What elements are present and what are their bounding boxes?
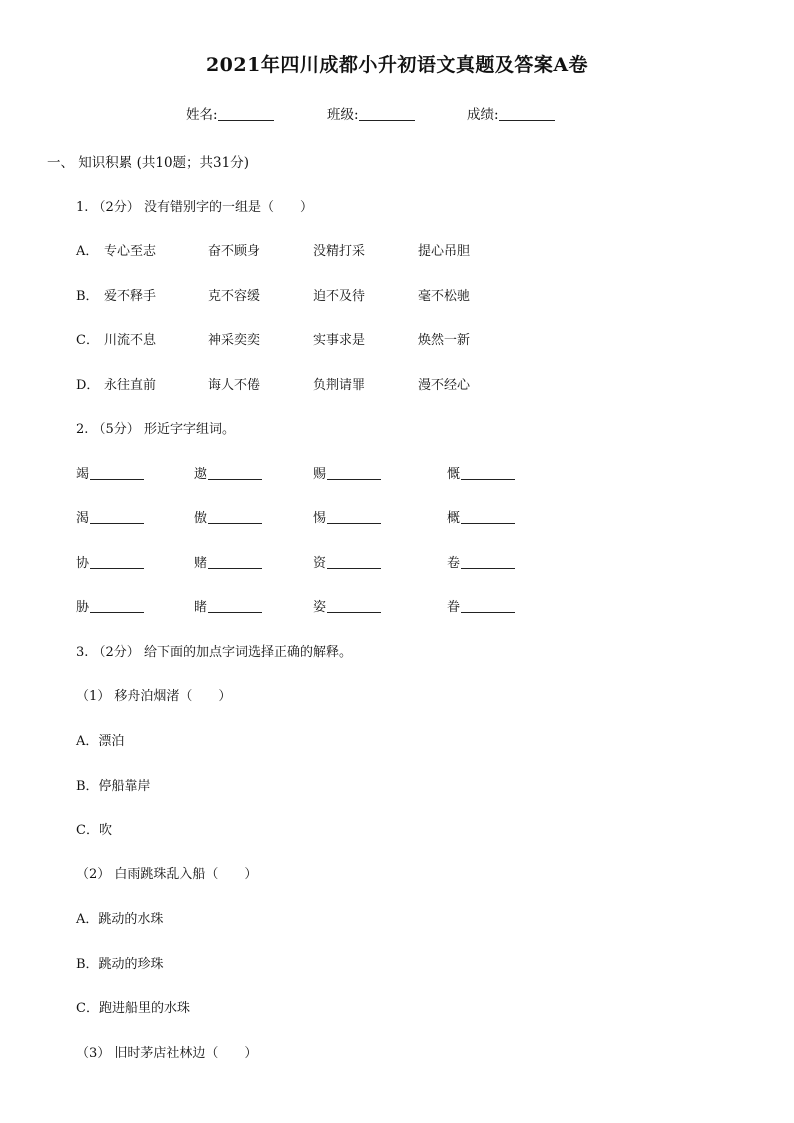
question-1-stem: 1. （2分） 没有错别字的一组是（ ） — [76, 200, 313, 215]
char-cell: 竭 — [76, 463, 144, 482]
question-3-sub-2: （2） 白雨跳珠乱入船（ ） — [76, 867, 258, 882]
char-cell: 胁 — [76, 596, 144, 615]
option-word: 迫不及待 — [313, 289, 366, 304]
name-field — [186, 103, 274, 123]
question-3-stem: 3. （2分） 给下面的加点字词选择正确的解释。 — [76, 645, 352, 660]
char-cell: 协 — [76, 552, 144, 571]
char-cell: 眷 — [447, 596, 515, 615]
name-blank — [218, 106, 274, 121]
page-title: 2021年四川成都小升初语文真题及答案A卷 — [205, 54, 589, 76]
char-cell: 遨 — [194, 463, 262, 482]
option-word: 爱不释手 — [104, 289, 157, 304]
name-label: 姓名: — [186, 107, 218, 123]
char-cell: 概 — [447, 507, 515, 526]
score-field — [467, 103, 555, 123]
option-word: 诲人不倦 — [208, 378, 261, 393]
option-word: 焕然一新 — [418, 333, 471, 348]
option-letter: A． — [76, 244, 99, 259]
option-word: 神采奕奕 — [208, 333, 261, 348]
question-2-stem: 2. （5分） 形近字字组词。 — [76, 422, 235, 437]
option-word: 毫不松驰 — [418, 289, 471, 304]
question-3-sub-2-option-a: A．跳动的水珠 — [76, 912, 164, 927]
option-letter: D． — [76, 378, 100, 393]
char-cell: 卷 — [447, 552, 515, 571]
option-word: 奋不顾身 — [208, 244, 261, 259]
option-word: 克不容缓 — [208, 289, 261, 304]
section-heading: 一、 知识积累 (共10题；共31分) — [47, 155, 249, 171]
char-cell: 傲 — [194, 507, 262, 526]
char-cell: 资 — [313, 552, 381, 571]
class-blank — [359, 106, 415, 121]
option-letter: C． — [76, 333, 99, 348]
class-label: 班级: — [327, 107, 359, 123]
question-3-sub-1-option-c: C．吹 — [76, 823, 112, 838]
char-cell: 赌 — [194, 552, 262, 571]
char-cell: 渴 — [76, 507, 144, 526]
char-cell: 姿 — [313, 596, 381, 615]
char-cell: 慨 — [447, 463, 515, 482]
question-3-sub-1-option-a: A．漂泊 — [76, 734, 125, 749]
question-3-sub-2-option-c: C．跑进船里的水珠 — [76, 1001, 190, 1016]
option-word: 专心至志 — [104, 244, 157, 259]
option-word: 永往直前 — [104, 378, 157, 393]
question-3-sub-1-option-b: B．停船靠岸 — [76, 779, 151, 794]
option-word: 负荆请罪 — [313, 378, 366, 393]
char-cell: 赐 — [313, 463, 381, 482]
score-label: 成绩: — [467, 107, 499, 123]
char-cell: 睹 — [194, 596, 262, 615]
class-field — [327, 103, 415, 123]
option-word: 川流不息 — [104, 333, 157, 348]
score-blank — [499, 106, 555, 121]
question-3-sub-1: （1） 移舟泊烟渚（ ） — [76, 689, 232, 704]
option-word: 漫不经心 — [418, 378, 471, 393]
question-3-sub-2-option-b: B．跳动的珍珠 — [76, 957, 164, 972]
option-letter: B． — [76, 289, 99, 304]
char-cell: 惕 — [313, 507, 381, 526]
question-3-sub-3: （3） 旧时茅店社林边（ ） — [76, 1046, 258, 1061]
option-word: 没精打采 — [313, 244, 366, 259]
option-word: 提心吊胆 — [418, 244, 471, 259]
option-word: 实事求是 — [313, 333, 366, 348]
